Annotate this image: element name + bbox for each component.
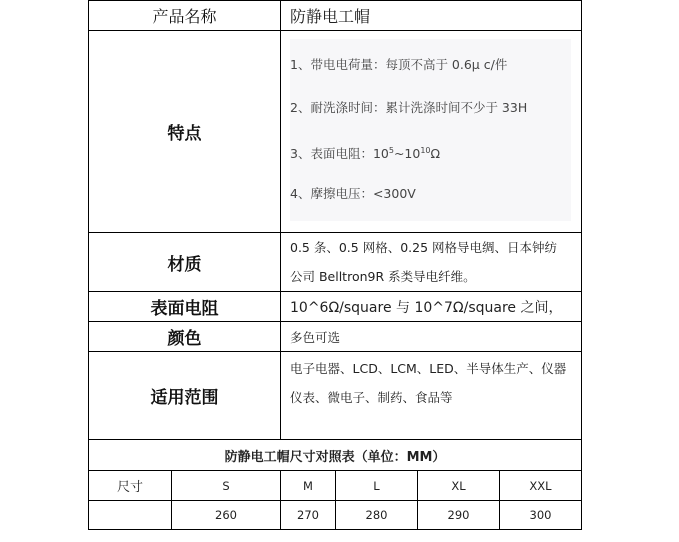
spec-sheet — [88, 0, 581, 531]
color-value: 多色可选 — [281, 322, 582, 352]
size-header-s: S — [172, 471, 281, 501]
usage-value — [281, 352, 582, 440]
row-resistance — [89, 292, 582, 322]
resistance-label: 表面电阻 — [89, 292, 281, 322]
material-label: 材质 — [89, 233, 281, 292]
color-label: 颜色 — [89, 322, 281, 352]
row-size-header — [89, 471, 582, 501]
size-header-l: L — [336, 471, 418, 501]
usage-line-2: 仪表、微电子、制药、食品等 — [290, 390, 453, 405]
size-value-xxl: 300 — [500, 501, 582, 530]
size-value-xl: 290 — [418, 501, 500, 530]
row-material — [89, 233, 582, 292]
product-name-value: 防静电工帽 — [281, 1, 582, 31]
row-features — [89, 31, 582, 233]
usage-line-1: 电子电器、LCD、LCM、LED、半导体生产、仪器 — [290, 361, 567, 376]
size-table-title: 防静电工帽尺寸对照表（单位：MM） — [89, 440, 582, 471]
size-header-xl: XL — [418, 471, 500, 501]
resistance-value: 10^6Ω/square 与 10^7Ω/square 之间， — [281, 292, 582, 322]
row-size-values — [89, 501, 582, 530]
feature-item-resistance: 3、表面电阻：$10^5\sim 10^{10}\Omega$ — [290, 146, 441, 162]
size-value-m: 270 — [281, 501, 336, 530]
features-label: 特点 — [89, 31, 281, 233]
size-value-l: 280 — [336, 501, 418, 530]
material-line-2: 公司 Belltron9R 系类导电纤维。 — [290, 269, 476, 284]
product-name-label: 产品名称 — [89, 1, 281, 31]
row-color — [89, 322, 582, 352]
features-cell — [281, 31, 582, 233]
material-value — [281, 233, 582, 292]
row-size-title — [89, 440, 582, 471]
size-row-label: 尺寸 — [89, 471, 172, 501]
row-usage — [89, 352, 582, 440]
features-list — [290, 39, 571, 221]
size-value-empty — [89, 501, 172, 530]
feature-item-friction-voltage: 4、摩擦电压：<300V — [290, 186, 416, 201]
material-line-1: 0.5 条、0.5 网格、0.25 网格导电绸、日本钟纺 — [290, 240, 558, 255]
size-header-m: M — [281, 471, 336, 501]
size-header-xxl: XXL — [500, 471, 582, 501]
usage-label: 适用范围 — [89, 352, 281, 440]
product-spec-table — [88, 0, 582, 530]
feature-item-wash-time: 2、耐洗涤时间：累计洗涤时间不少于 33H — [290, 100, 528, 115]
size-value-s: 260 — [172, 501, 281, 530]
row-product-name — [89, 1, 582, 31]
feature-item-charge: 1、带电电荷量：每顶不高于 0.6μ c/件 — [290, 57, 508, 72]
